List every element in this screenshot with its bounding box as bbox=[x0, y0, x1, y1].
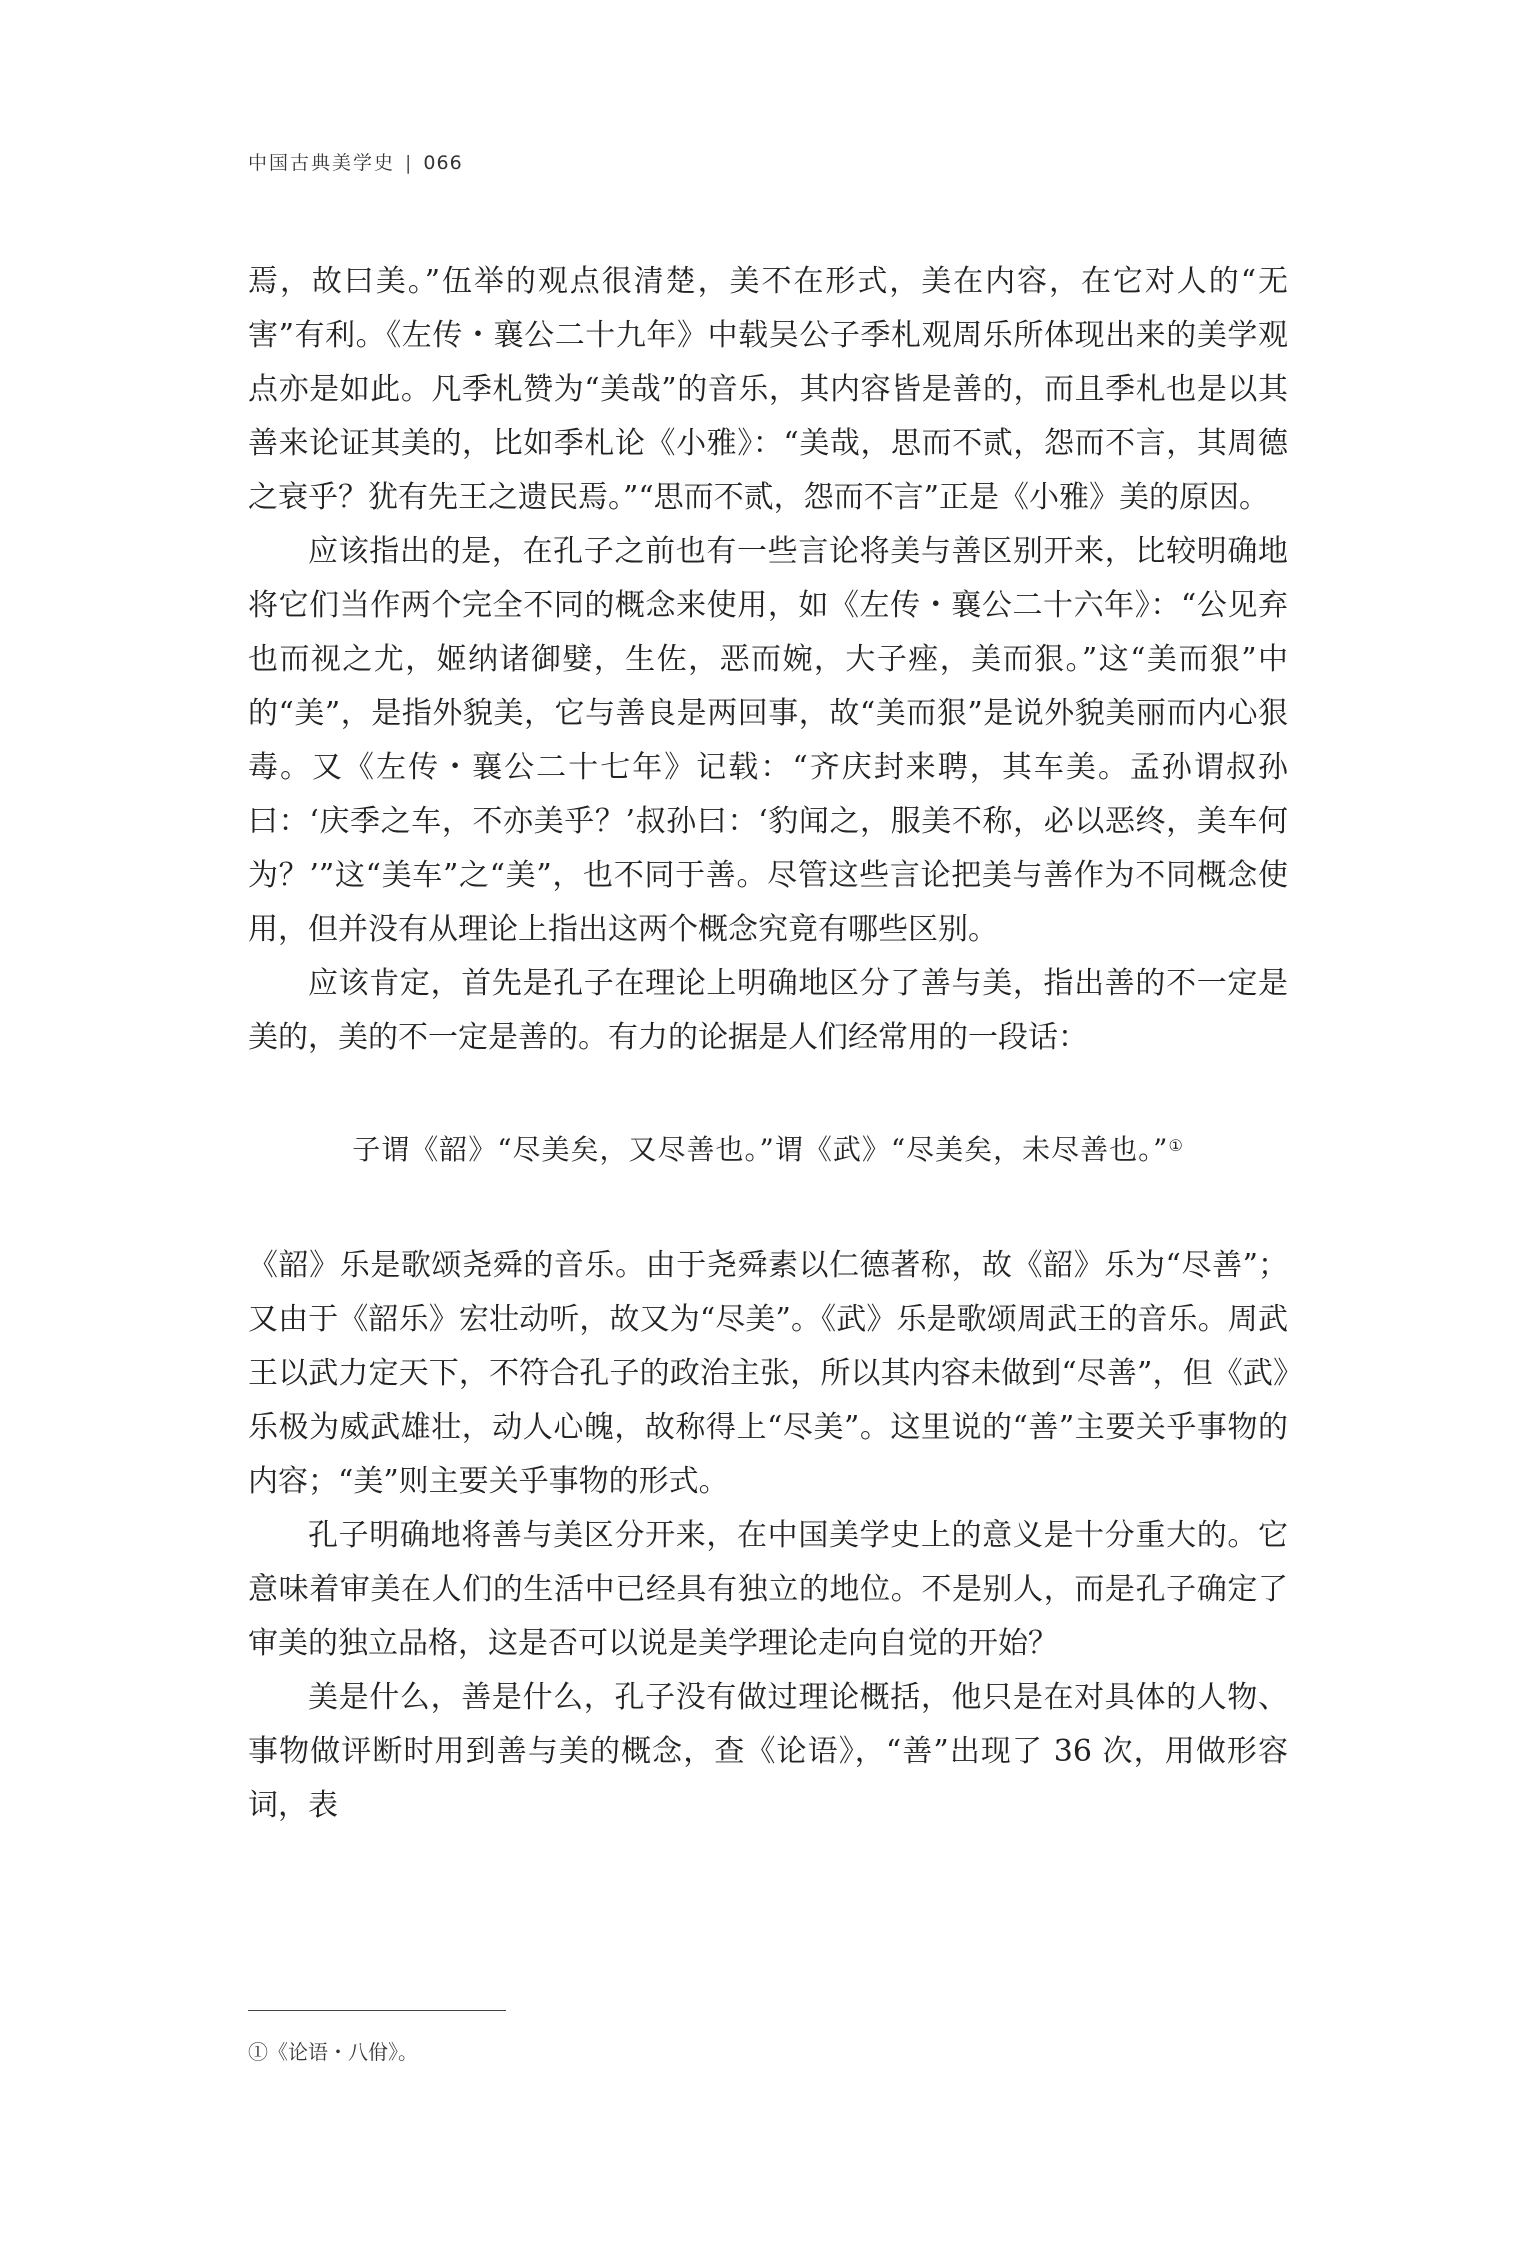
quote-text: 子谓《韶》“尽美矣，又尽善也。”谓《武》“尽美矣，未尽善也。” bbox=[352, 1133, 1169, 1166]
main-text bbox=[248, 255, 1288, 1833]
paragraph-6: 美是什么，善是什么，孔子没有做过理论概括，他只是在对具体的人物、事物做评断时用到善与美的概念，查《论语》，“善”出现了 36 次，用做形容词，表 bbox=[248, 1680, 1288, 1823]
header-separator: | bbox=[405, 152, 414, 174]
footnote: ①《论语・八佾》。 bbox=[248, 2040, 418, 2064]
paragraph-4: 《韶》乐是歌颂尧舜的音乐。由于尧舜素以仁德著称，故《韶》乐为“尽善”；又由于《韶乐》宏壮动听，故又为“尽美”。《武》乐是歌颂周武王的音乐。周武王以武力定天下，不符合孔子的政治主张，所以其内容未做到“尽善”，但《武》乐极为威武雄壮，动人心魄，故称得上“尽美”。这里说的“善”主要关乎事物的内容；“美”则主要关乎事物的形式。 bbox=[248, 1248, 1288, 1499]
paragraph-3: 应该肯定，首先是孔子在理论上明确地区分了善与美，指出善的不一定是美的，美的不一定是善的。有力的论据是人们经常用的一段话： bbox=[248, 966, 1288, 1055]
paragraph-1: 焉，故曰美。”伍举的观点很清楚，美不在形式，美在内容，在它对人的“无害”有利。《左传・襄公二十九年》中载吴公子季札观周乐所体现出来的美学观点亦是如此。凡季札赞为“美哉”的音乐，其内容皆是善的，而且季札也是以其善来论证其美的，比如季札论《小雅》：“美哉，思而不贰，怨而不言，其周德之衰乎？犹有先王之遗民焉。”“思而不贰，怨而不言”正是《小雅》美的原因。 bbox=[248, 264, 1288, 515]
footnote-ref: ① bbox=[1168, 1136, 1184, 1155]
block-quote bbox=[248, 1123, 1288, 1177]
page-number: 066 bbox=[423, 152, 463, 174]
running-header bbox=[248, 148, 463, 175]
book-title: 中国古典美学史 bbox=[248, 152, 396, 174]
footnote-divider bbox=[248, 2010, 506, 2011]
paragraph-5: 孔子明确地将善与美区分开来，在中国美学史上的意义是十分重大的。它意味着审美在人们的生活中已经具有独立的地位。不是别人，而是孔子确定了审美的独立品格，这是否可以说是美学理论走向自觉的开始？ bbox=[248, 1518, 1288, 1661]
paragraph-2: 应该指出的是，在孔子之前也有一些言论将美与善区别开来，比较明确地将它们当作两个完全不同的概念来使用，如《左传・襄公二十六年》：“公见弃也而视之尤，姬纳诸御嬖，生佐，恶而婉，大子痤，美而狠。”这“美而狠”中的“美”，是指外貌美，它与善良是两回事，故“美而狠”是说外貌美丽而内心狠毒。又《左传・襄公二十七年》记载：“齐庆封来聘，其车美。孟孙谓叔孙曰：‘庆季之车，不亦美乎？’叔孙曰：‘豹闻之，服美不称，必以恶终，美车何为？’”这“美车”之“美”，也不同于善。尽管这些言论把美与善作为不同概念使用，但并没有从理论上指出这两个概念究竟有哪些区别。 bbox=[248, 534, 1288, 947]
